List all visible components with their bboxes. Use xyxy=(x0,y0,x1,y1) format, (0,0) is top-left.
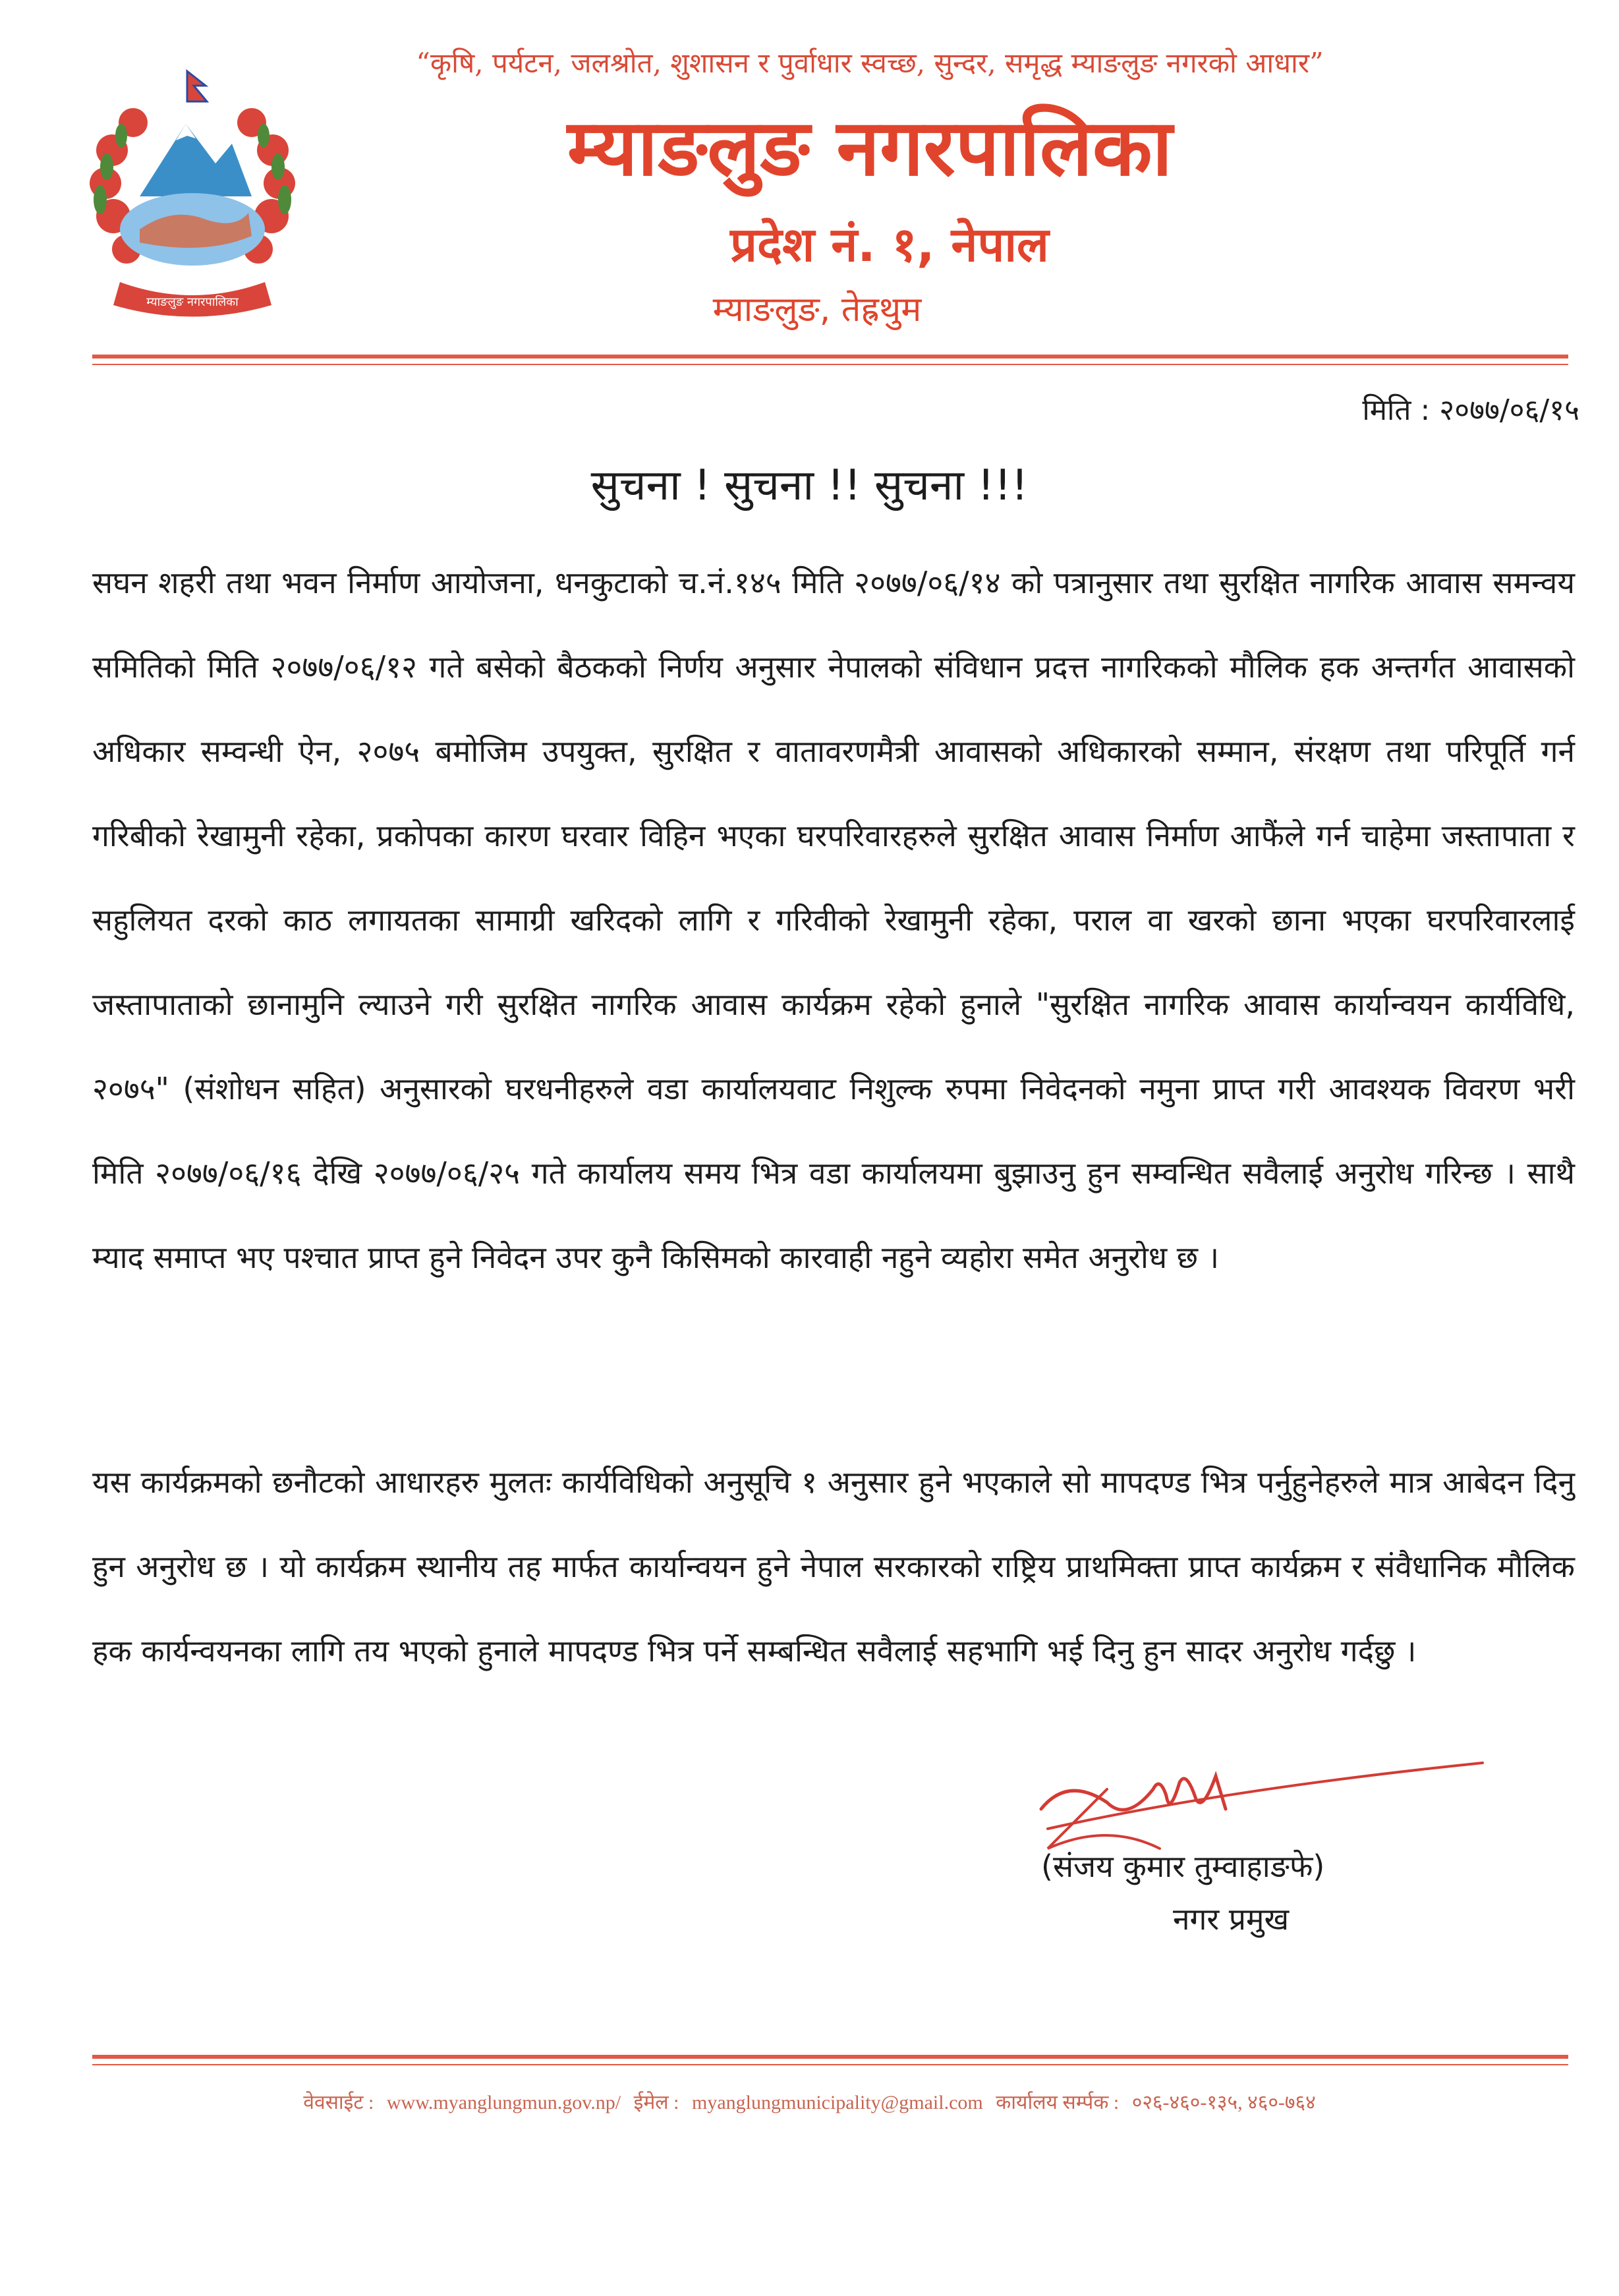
email-label: ईमेल : xyxy=(633,2092,679,2113)
signer-name: (संजय कुमार तुम्वाहाङफे) xyxy=(1041,1849,1325,1884)
org-name: म्याङलुङ नगरपालिका xyxy=(567,102,1173,193)
email-link[interactable]: myanglungmunicipality@gmail.com xyxy=(692,2092,983,2113)
phone-label: कार्यालय सर्म्पक : xyxy=(996,2092,1120,2113)
website-label: वेवसाईट : xyxy=(303,2092,374,2113)
org-province: प्रदेश नं. १, नेपाल xyxy=(730,217,1049,272)
notice-date: मिति : २०७७/०६/१५ xyxy=(1362,393,1579,427)
footer-divider-thin xyxy=(92,2064,1568,2065)
phone-number: ०२६-४६०-१३५, ४६०-७६४ xyxy=(1131,2092,1316,2113)
org-slogan: “कृषि, पर्यटन, जलश्रोत, शुशासन र पुर्वाधार स्वच्छ, सुन्दर, समृद्ध म्याङलुङ नगरको आधार” xyxy=(416,47,1324,79)
footer-divider xyxy=(92,2055,1568,2059)
header-divider-thin xyxy=(92,364,1568,365)
header-divider xyxy=(92,355,1568,359)
signer-title: नगर प्रमुख xyxy=(1173,1901,1290,1937)
nepal-emblem-logo xyxy=(74,65,311,335)
notice-paragraph: यस कार्यक्रमको छनौटको आधारहरु मुलतः कार्यविधिको अनुसूचि १ अनुसार हुने भएकाले सो मापदण्ड भित्र पर्नुहुनेहरुले मात्र आबेदन दिनु हुन अनुरोध छ । यो कार्यक्रम स्थानीय तह मार्फत कार्यान्वयन हुने नेपाल सरकारको राष्ट्रिय प्राथमिक्ता प्राप्त कार्यक्रम र संवैधानिक मौलिक हक कार्यन्वयनका लागि तय भएको हुनाले मापदण्ड भित्र पर्ने सम्बन्धित सवैलाई सहभागि भई दिनु हुन सादर अनुरोध गर्दछु । xyxy=(92,1464,1575,1669)
org-location: म्याङलुङ, तेह्रथुम xyxy=(712,290,922,330)
notice-paragraph: सघन शहरी तथा भवन निर्माण आयोजना, धनकुटाको च.नं.१४५ मिति २०७७/०६/१४ को पत्रानुसार तथा सुरक्षित नागरिक आवास समन्वय समितिको मिति २०७७/०६/१२ गते बसेको बैठकको निर्णय अनुसार नेपालको संविधान प्रदत्त नागरिकको मौलिक हक अन्तर्गत आवासको अधिकार सम्वन्धी ऐन, २०७५ बमोजिम उपयुक्त, सुरक्षित र वातावरणमैत्री आवासको अधिकारको सम्मान, संरक्षण तथा परिपूर्ति गर्न गरिबीको रेखामुनी रहेका, प्रकोपका कारण घरवार विहिन भएका घरपरिवारहरुले सुरक्षित आवास निर्माण आफैंले गर्न चाहेमा जस्तापाता र सहुलियत दरको काठ लगायतका सामाग्री खरिदको लागि र गरिवीको रेखामुनी रहेका, पराल वा खरको छाना भएका घरपरिवारलाई जस्तापाताको छानामुनि ल्याउने गरी सुरक्षित नागरिक आवास कार्यक्रम रहेको हुनाले "सुरक्षित नागरिक आवास कार्यान्वयन कार्यविधि, २०७५" (संशोधन सहित) अनुसारको घरधनीहरुले वडा कार्यालयवाट निशुल्क रुपमा निवेदनको नमुना प्राप्त गरी आवश्यक विवरण भरी मिति २०७७/०६/१६ देखि २०७७/०६/२५ गते कार्यालय समय भित्र वडा कार्यालयमा बुझाउनु हुन सम्वन्धित सवैलाई अनुरोध गरिन्छ । साथै म्याद समाप्त भए पश्चात प्राप्त हुने निवेदन उपर कुनै किसिमको कारवाही नहुने व्यहोरा समेत अनुरोध छ । xyxy=(92,565,1575,1275)
website-link[interactable]: www.myanglungmun.gov.np/ xyxy=(386,2092,621,2113)
footer-contact xyxy=(0,2088,1619,2115)
notice-title: सुचना ! सुचना !! सुचना !!! xyxy=(590,461,1029,510)
emblem-ribbon-text: म्याङलुङ नगरपालिका xyxy=(146,295,239,309)
